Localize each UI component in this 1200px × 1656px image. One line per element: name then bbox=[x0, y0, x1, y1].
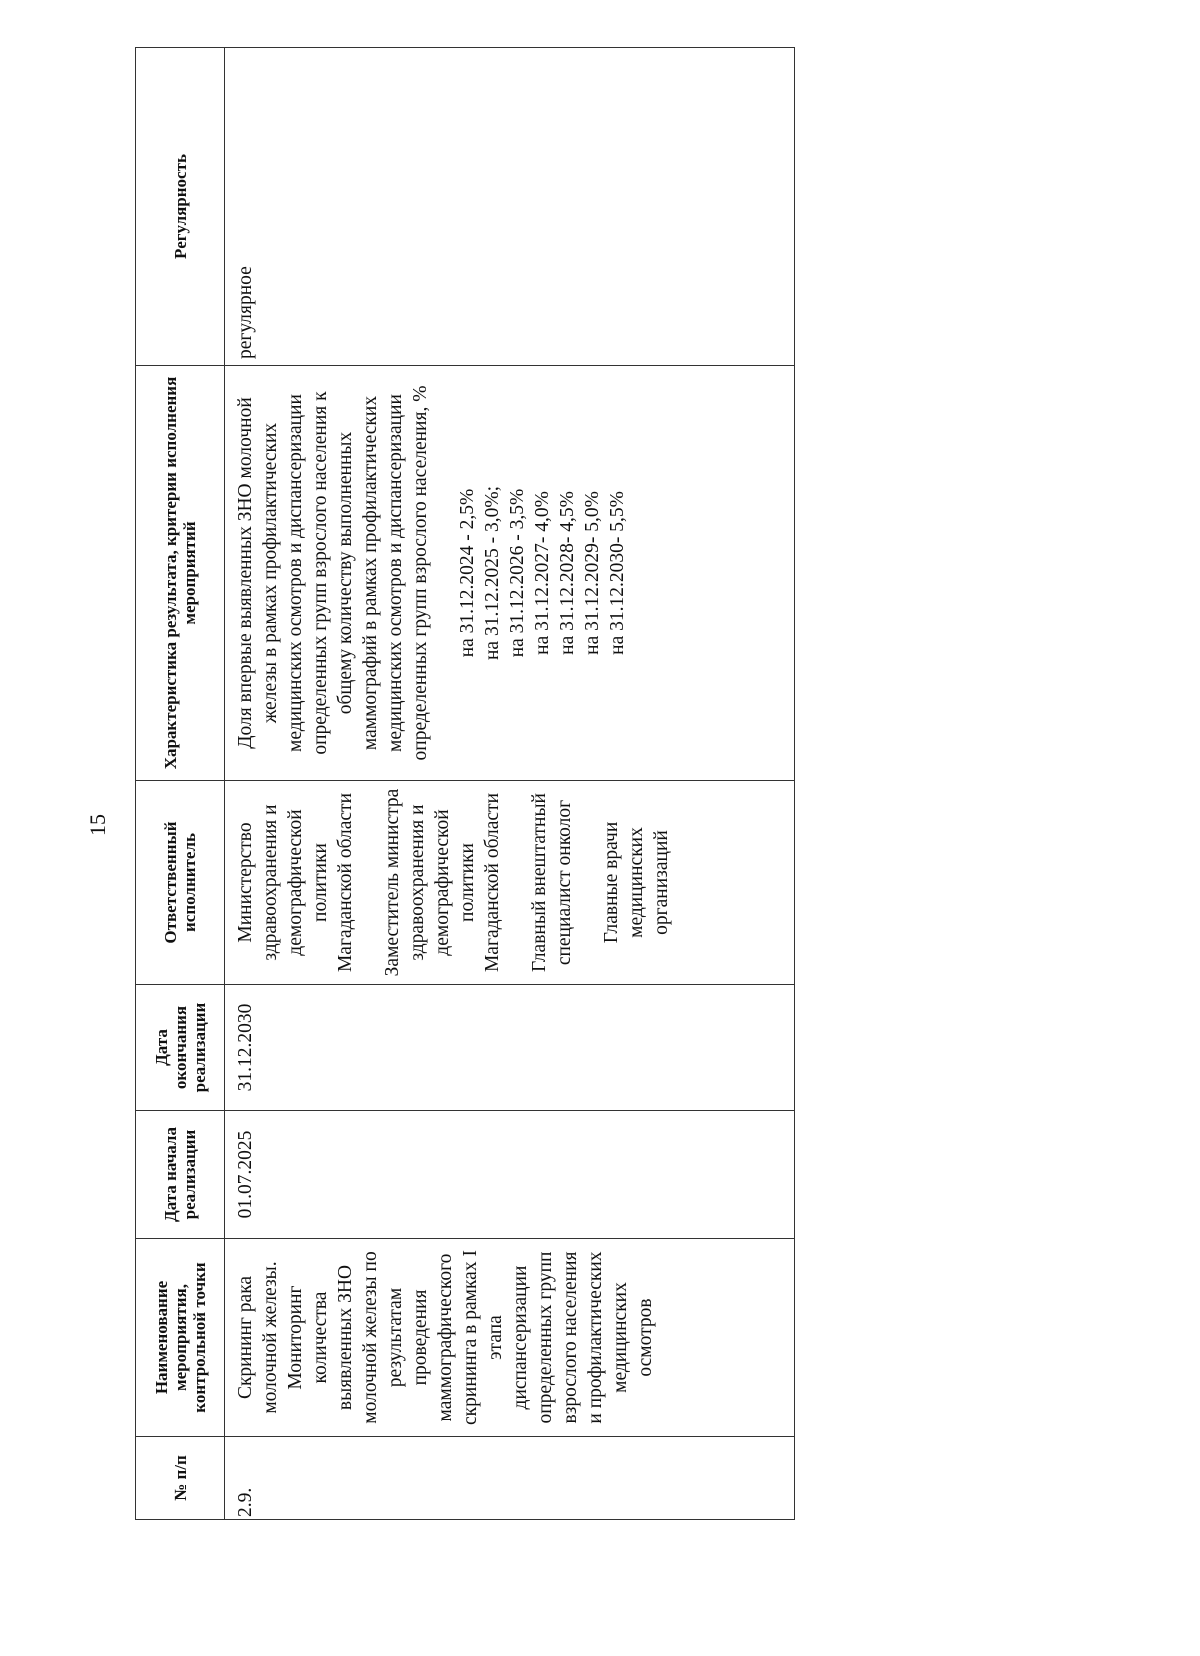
result-target-2028: на 31.12.2028- 4,5% bbox=[557, 491, 578, 655]
table-header-row bbox=[136, 48, 225, 1520]
result-target-2025: на 31.12.2025 - 3,0%; bbox=[482, 486, 503, 660]
activity-name-cell bbox=[225, 1239, 795, 1437]
rotated-table-frame bbox=[135, 48, 795, 1520]
result-cell bbox=[225, 366, 795, 781]
table-container bbox=[135, 48, 795, 1520]
header-start-date: Дата начала реализации bbox=[136, 1111, 225, 1239]
result-target-2030: на 31.12.2030- 5,5% bbox=[607, 491, 628, 655]
header-responsible: Ответственный исполнитель bbox=[136, 781, 225, 985]
header-result: Характеристика результата, критерии исполнения мероприятий bbox=[136, 366, 225, 781]
responsible-deputy-minister: Заместитель министра здравоохранения и демографической политики Магаданской области bbox=[382, 788, 503, 977]
table-row bbox=[225, 48, 795, 1520]
header-end-date: Дата окончания реализации bbox=[136, 985, 225, 1111]
result-target-2029: на 31.12.2029- 5,0% bbox=[582, 491, 603, 655]
activity-name-title: Скрининг рака молочной железы. bbox=[235, 1261, 281, 1414]
end-date-cell: 31.12.2030 bbox=[225, 985, 795, 1111]
responsible-chief-physicians: Главные врачи медицинских организаций bbox=[601, 821, 672, 944]
activity-name-description: Мониторинг количества выявленных ЗНО молочной железы по результатам проведения маммографического скрининга в рамках I этапа диспансеризации определенных групп взрослого населения и профилактических медицинских осмотров bbox=[285, 1250, 656, 1425]
result-target-2027: на 31.12.2027- 4,0% bbox=[532, 491, 553, 655]
header-regularity: Регулярность bbox=[136, 48, 225, 366]
header-name: Наименование мероприятия, контрольной точки bbox=[136, 1239, 225, 1437]
responsible-ministry: Министерство здравоохранения и демографической политики Магаданской области bbox=[235, 792, 356, 973]
responsible-cell bbox=[225, 781, 795, 985]
result-target-2026: на 31.12.2026 - 3,5% bbox=[507, 488, 528, 658]
regularity-cell: регулярное bbox=[225, 48, 795, 366]
page-number: 15 bbox=[85, 814, 110, 836]
result-description: Доля впервые выявленных ЗНО молочной железы в рамках профилактических медицинских осмотров и диспансеризации определенных групп взрослого населения к общему количеству выполненных маммографий в рамках профилактических медицинских осмотров и диспансеризации определенных групп взрослого населения, % bbox=[235, 385, 431, 761]
row-number: 2.9. bbox=[225, 1437, 795, 1520]
header-num: № п/п bbox=[136, 1437, 225, 1520]
responsible-chief-oncologist: Главный внештатный специалист онколог bbox=[529, 793, 575, 972]
activity-table bbox=[135, 47, 795, 1520]
result-target-2024: на 31.12.2024 - 2,5% bbox=[457, 488, 478, 658]
start-date-cell: 01.07.2025 bbox=[225, 1111, 795, 1239]
